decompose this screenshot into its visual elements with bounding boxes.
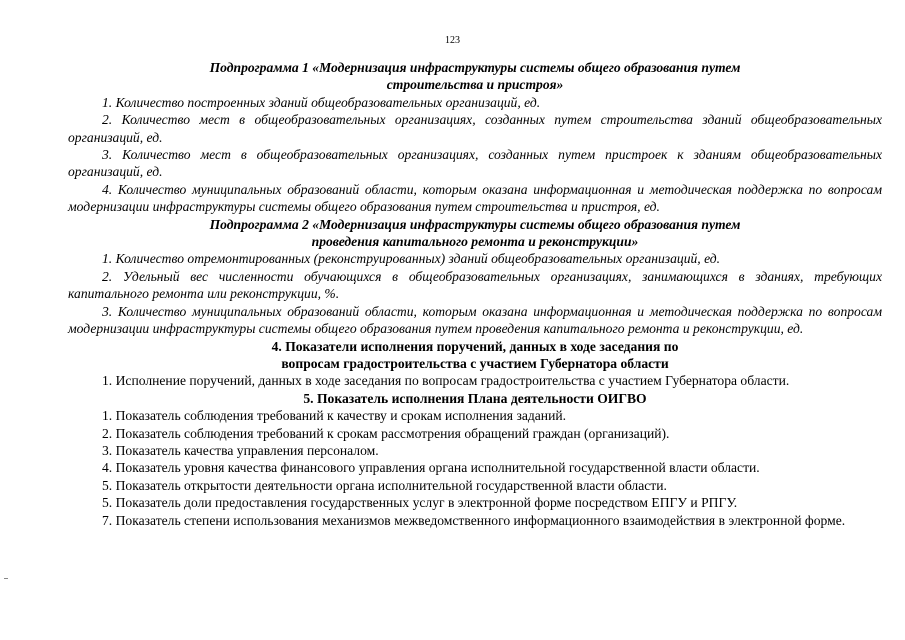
subprogram1-item: 4. Количество муниципальных образований области, которым оказана информационная и методическая поддержка по вопросам модернизации инфраструктуры системы общего образования путем строительства и пристроя, ед. <box>68 181 882 215</box>
subprogram2-item: 3. Количество муниципальных образований области, которым оказана информационная и методическая поддержка по вопросам модернизации инфраструктуры системы общего образования путем проведения капитального ремонта и реконструкции, ед. <box>68 303 882 337</box>
subprogram1-item: 2. Количество мест в общеобразовательных организациях, созданных путем строительства зданий общеобразовательных организаций, ед. <box>68 112 882 145</box>
subprogram1-heading-line2: строительства и пристроя» <box>386 77 564 93</box>
section5-item: 4. Показатель уровня качества финансового управления органа исполнительной государственной власти области. <box>102 460 760 476</box>
section5-item: 7. Показатель степени использования механизмов межведомственного информационного взаимодействия в электронной форме. <box>102 512 846 528</box>
section5-heading: 5. Показатель исполнения Плана деятельности ОИГВО <box>303 390 647 406</box>
scan-edge-mark <box>4 578 8 579</box>
subprogram2-heading-line1: Подпрограмма 2 «Модернизация инфраструктуры системы общего образования путем <box>209 216 741 232</box>
section5-item: 5. Показатель доли предоставления государственных услуг в электронной форме посредством ЕПГУ и РПГУ. <box>102 495 738 511</box>
subprogram1-item: 1. Количество построенных зданий общеобразовательных организаций, ед. <box>102 94 541 110</box>
subprogram2-heading-line2: проведения капитального ремонта и реконструкции» <box>311 234 639 250</box>
subprogram1-heading-line1: Подпрограмма 1 «Модернизация инфраструктуры системы общего образования путем <box>209 60 741 75</box>
subprogram2-item: 2. Удельный вес численности обучающихся в общеобразовательных организациях, занимающихся в зданиях, требующих капитального ремонта или реконструкции, %. <box>68 268 882 302</box>
subprogram2-item: 1. Количество отремонтированных (реконструированных) зданий общеобразовательных организаций, ед. <box>102 251 721 267</box>
page-number: 123 <box>445 35 460 46</box>
section4-heading-line2: вопросам градостроительства с участием Губернатора области <box>281 355 669 371</box>
section5-item: 5. Показатель открытости деятельности органа исполнительной государственной власти области. <box>102 477 667 493</box>
section5-item: 2. Показатель соблюдения требований к срокам рассмотрения обращений граждан (организаций). <box>102 425 670 441</box>
section4-heading-line1: 4. Показатели исполнения поручений, данных в ходе заседания по <box>271 338 679 354</box>
section4-item: 1. Исполнение поручений, данных в ходе заседания по вопросам градостроительства с участием Губернатора области. <box>102 373 790 389</box>
subprogram1-item: 3. Количество мест в общеобразовательных организациях, созданных путем пристроек к зданиям общеобразовательных организаций, ед. <box>68 147 882 180</box>
section5-item: 1. Показатель соблюдения требований к качеству и срокам исполнения заданий. <box>102 408 567 424</box>
document-body <box>68 59 882 529</box>
section5-item: 3. Показатель качества управления персоналом. <box>102 442 379 458</box>
